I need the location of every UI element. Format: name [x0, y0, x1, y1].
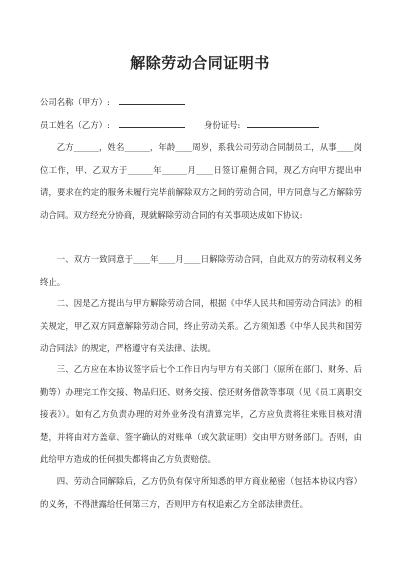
clause-2: 二、因是乙方提出与甲方解除劳动合同，根据《中华人民共和国劳动合同法》的相关规定，甲乙双方同意解除劳动合同，终止劳动关系。乙方须知悉《中华人民共和国劳动合同法》的规定，严格遵守有关法律、法规。 [40, 298, 362, 353]
clause-3: 三、乙方应在本协议签字后七个工作日内与甲方有关部门（原所在部门、财务、后勤等）办理完工作交接、物品归还、财务交接、偿还财务借款等事项（见《员工离职交接表》）。如有乙方负责办理的对外业务没有清算完毕，乙方应负责将往来账目核对清楚，并将由对方盖章、签字确认的对账单（或欠款证明）交由甲方财务部门。否则，由此给甲方造成的任何损失都将由乙方负责赔偿。 [40, 364, 362, 464]
company-name-blank [119, 95, 185, 105]
idcard-row [204, 118, 319, 131]
clause-1: 一、双方一致同意于____年____月____日解除劳动合同，自此双方的劳动权利义务终止。 [40, 254, 362, 287]
employee-name-label: 员工姓名（乙方）: [40, 120, 110, 130]
clause-4: 四、劳动合同解除后，乙方仍负有保守所知悉的甲方商业秘密（包括本协议内容）的义务，不得泄露给任何第三方，否则甲方有权追索乙方全部法律责任。 [40, 476, 362, 509]
idcard-label: 身份证号: [204, 120, 241, 130]
document-title: 解除劳动合同证明书 [130, 54, 270, 72]
employee-name-blank [119, 118, 185, 128]
company-name-label: 公司名称（甲方）: [40, 97, 110, 107]
company-name-row [40, 95, 185, 108]
intro-paragraph: 乙方______，姓名______，年龄____周岁，系我公司劳动合同制员工，从事____岗位工作，甲、乙双方于______年______月____日签订雇佣合同，现乙方向甲方提出申请，要求在约定的服务未履行完毕前解除双方之间的劳动合同，甲方同意与乙方解除劳动合同。双方经充分协商，现就解除劳动合同的有关事项达成如下协议: [40, 142, 362, 220]
idcard-blank [247, 118, 319, 128]
employee-name-row [40, 118, 185, 131]
